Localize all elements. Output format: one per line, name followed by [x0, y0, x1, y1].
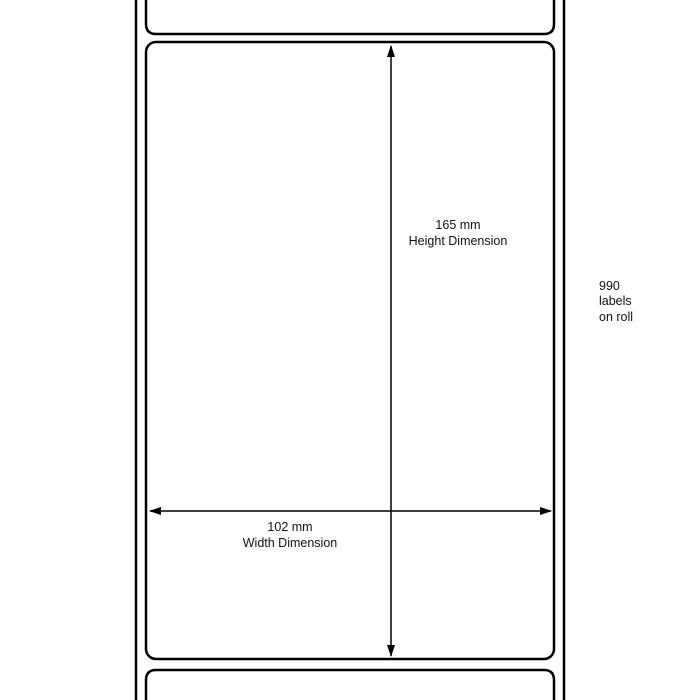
- height-dimension-label: Height Dimension: [408, 234, 508, 248]
- height-dimension-value: 165 mm: [435, 218, 481, 232]
- main-label-outline: [146, 42, 554, 659]
- roll-count-suffix: on roll: [599, 310, 634, 324]
- width-dimension-label: Width Dimension: [242, 536, 338, 550]
- roll-count-unit: labels: [599, 294, 632, 308]
- width-dimension-value: 102 mm: [267, 520, 313, 534]
- next-label-outline: [146, 670, 554, 700]
- previous-label-outline: [146, 0, 554, 34]
- roll-count-number: 990: [599, 279, 620, 293]
